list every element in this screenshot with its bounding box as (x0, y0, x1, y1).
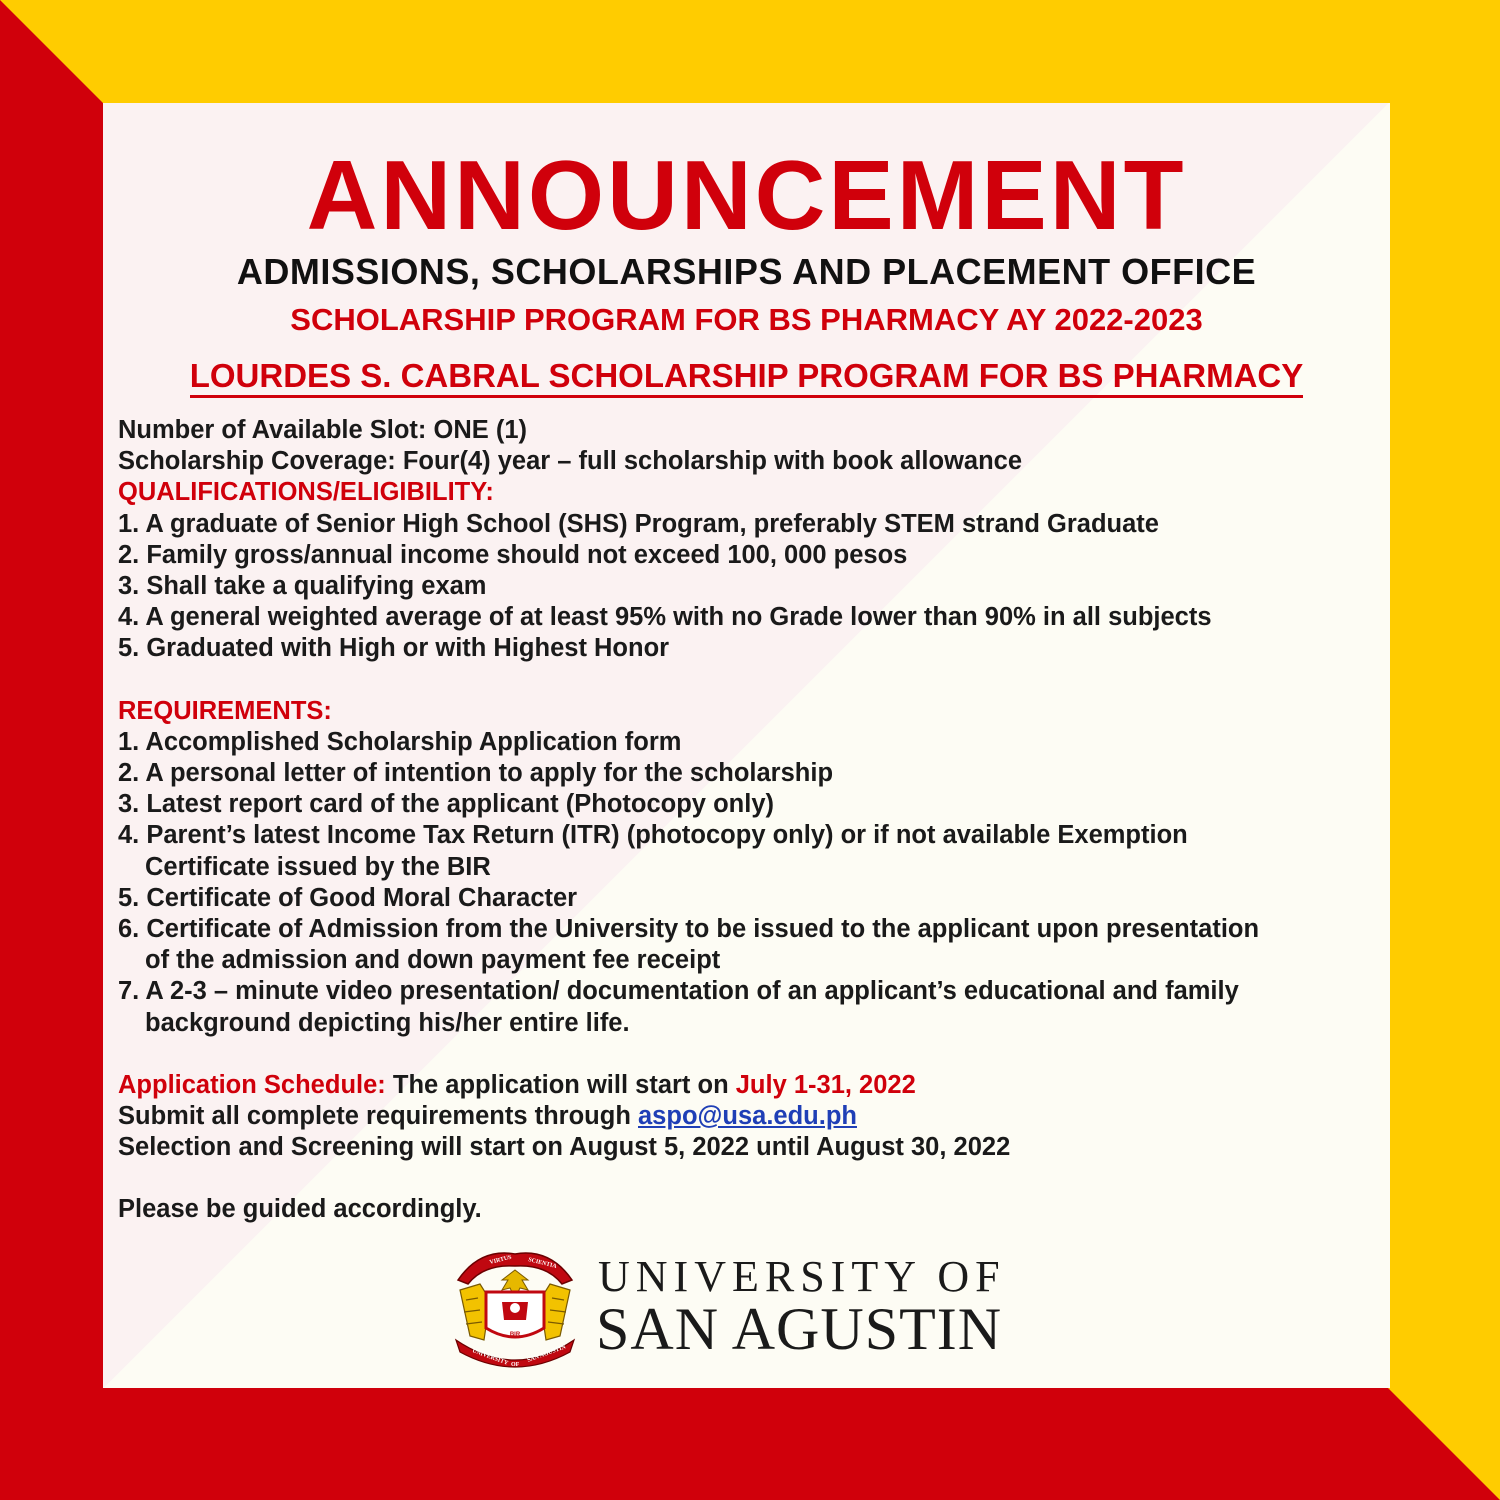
seal-text-university: UNIVERSITY (471, 1348, 509, 1367)
seal-text-of: OF (511, 1362, 520, 1368)
requirement-item: 5. Certificate of Good Moral Character (118, 883, 578, 912)
available-slots: Number of Available Slot: ONE (1) (118, 416, 527, 444)
qualification-item: 2. Family gross/annual income should not exceed 100, 000 pesos (118, 540, 908, 569)
university-name-line2: SAN AGUSTIN (596, 1296, 1003, 1362)
seal-text-san-agustin: SAN AGUSTIN (526, 1344, 567, 1364)
schedule-dates: July 1-31, 2022 (735, 1070, 916, 1099)
requirement-item: 4. Parent’s latest Income Tax Return (ITR) (photocopy only) or if not available Exemption (118, 821, 1188, 850)
office-name: ADMISSIONS, SCHOLARSHIPS AND PLACEMENT OFFICE (236, 251, 1257, 292)
closing-note: Please be guided accordingly. (118, 1195, 482, 1224)
requirement-item: 7. A 2-3 – minute video presentation/ documentation of an applicant’s educational and family (118, 977, 1239, 1006)
program-title: SCHOLARSHIP PROGRAM FOR BS PHARMACY AY 2022-2023 (290, 302, 1203, 337)
qualification-item: 3. Shall take a qualifying exam (118, 572, 487, 601)
university-name-line1: UNIVERSITY OF (598, 1252, 1006, 1301)
application-schedule (118, 1070, 1393, 1101)
seal-text-virtus: VIRTUS (489, 1254, 513, 1266)
qualification-item: 1. A graduate of Senior High School (SHS) Program, preferably STEM strand Graduate (118, 509, 1159, 538)
requirement-item: 1. Accomplished Scholarship Application form (118, 727, 682, 756)
announcement-title: ANNOUNCEMENT (306, 140, 1187, 250)
email-link[interactable]: aspo@usa.edu.ph (638, 1102, 857, 1131)
qualification-item: 4. A general weighted average of at least 95% with no Grade lower than 90% in all subjects (118, 603, 1212, 632)
requirement-item-continued: of the admission and down payment fee receipt (145, 946, 721, 975)
requirement-item: 6. Certificate of Admission from the University to be issued to the applicant upon presentation (118, 915, 1260, 944)
scholarship-coverage: Scholarship Coverage: Four(4) year – full scholarship with book allowance (118, 447, 1023, 476)
requirement-item: 3. Latest report card of the applicant (Photocopy only) (118, 790, 774, 819)
requirement-item: 2. A personal letter of intention to apply for the scholarship (118, 759, 834, 788)
scholarship-name: LOURDES S. CABRAL SCHOLARSHIP PROGRAM FOR BS PHARMACY (103, 355, 1390, 397)
schedule-text: The application will start on (385, 1070, 736, 1099)
university-seal-logo (450, 1240, 580, 1370)
requirements-heading: REQUIREMENTS: (118, 696, 332, 725)
submit-text: Submit all complete requirements through (118, 1102, 638, 1131)
requirement-item-continued: background depicting his/her entire life. (145, 1008, 630, 1037)
submit-line (118, 1101, 1393, 1132)
announcement-body (118, 415, 1393, 1226)
requirement-item-continued: Certificate issued by the BIR (145, 852, 491, 881)
schedule-label: Application Schedule: (118, 1070, 386, 1099)
seal-text-bir: BIR (509, 1332, 521, 1338)
qualifications-heading: QUALIFICATIONS/ELIGIBILITY: (118, 478, 494, 507)
seal-text-scientia: SCIENTIA (527, 1257, 558, 1270)
qualification-item: 5. Graduated with High or with Highest Honor (118, 634, 670, 663)
screening-dates: Selection and Screening will start on August 5, 2022 until August 30, 2022 (118, 1133, 1011, 1162)
